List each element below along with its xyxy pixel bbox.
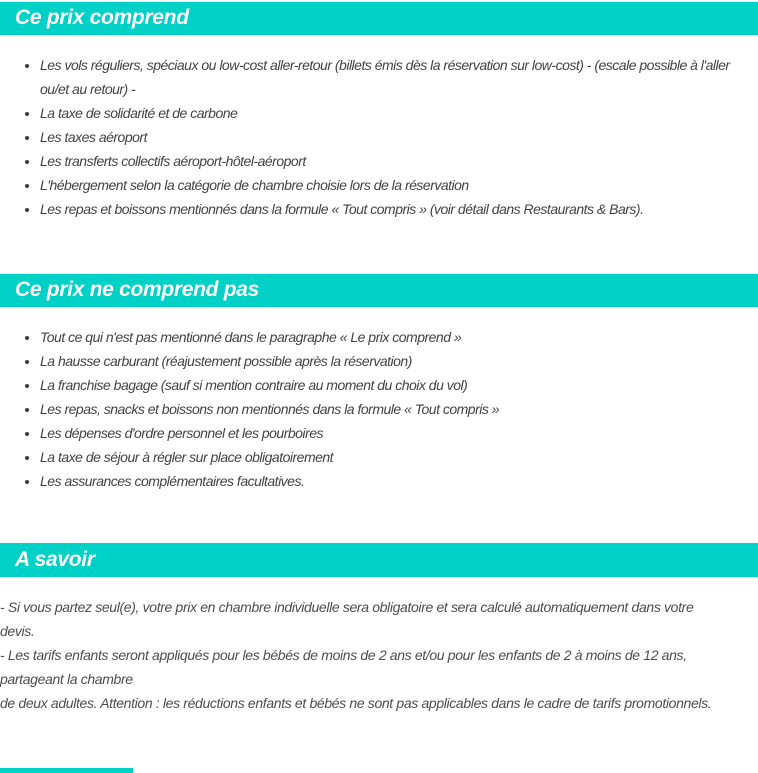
list-item: • Les vols réguliers, spéciaux ou low-cost aller-retour (billets émis dès la réservation sur low-cost) - (escale possible à l'aller ou/et au retour) - [40,53,752,101]
list-item: • Les transferts collectifs aéroport-hôtel-aéroport [40,149,752,173]
list-item: • Les repas et boissons mentionnés dans la formule « Tout compris » (voir détail dans Restaurants & Bars). [40,197,752,221]
list-item: • La franchise bagage (sauf si mention contraire au moment du choix du vol) [40,373,752,397]
section-title: Ce prix ne comprend pas [15,278,260,301]
price-not-included-list [0,325,758,493]
list-item: • La taxe de solidarité et de carbone [40,101,752,125]
note-line: - Les tarifs enfants seront appliqués pour les bébés de moins de 2 ans et/ou pour les enfants de 2 à moins de 12 ans, [0,647,687,663]
list-item: • Tout ce qui n'est pas mentionné dans le paragraphe « Le prix comprend » [40,325,752,349]
list-item: • Les taxes aéroport [40,125,752,149]
note-line: - Si vous partez seul(e), votre prix en chambre individuelle sera obligatoire et sera calculé automatiquement dans votre [0,599,694,615]
note-line: de deux adultes. Attention : les réductions enfants et bébés ne sont pas applicables dans le cadre de tarifs promotionnels. [0,695,712,711]
list-item: • La taxe de séjour à régler sur place obligatoirement [40,445,752,469]
list-item: • Les repas, snacks et boissons non mentionnés dans la formule « Tout compris » [40,397,752,421]
list-item: • La hausse carburant (réajustement possible après la réservation) [40,349,752,373]
section-header-price-not-included [0,274,758,307]
note-line: devis. [0,623,35,639]
section-title: A savoir [15,547,95,571]
list-item: • L'hébergement selon la catégorie de chambre choisie lors de la réservation [40,173,752,197]
price-included-list [0,53,758,221]
good-to-know-paragraphs [0,595,758,715]
section-header-price-included [0,2,758,35]
list-item: • Les dépenses d'ordre personnel et les pourboires [40,421,752,445]
section-title: Ce prix comprend [15,6,189,29]
section-header-good-to-know [0,543,758,577]
note-line: partageant la chambre [0,671,133,687]
list-item: • Les assurances complémentaires facultatives. [40,469,752,493]
